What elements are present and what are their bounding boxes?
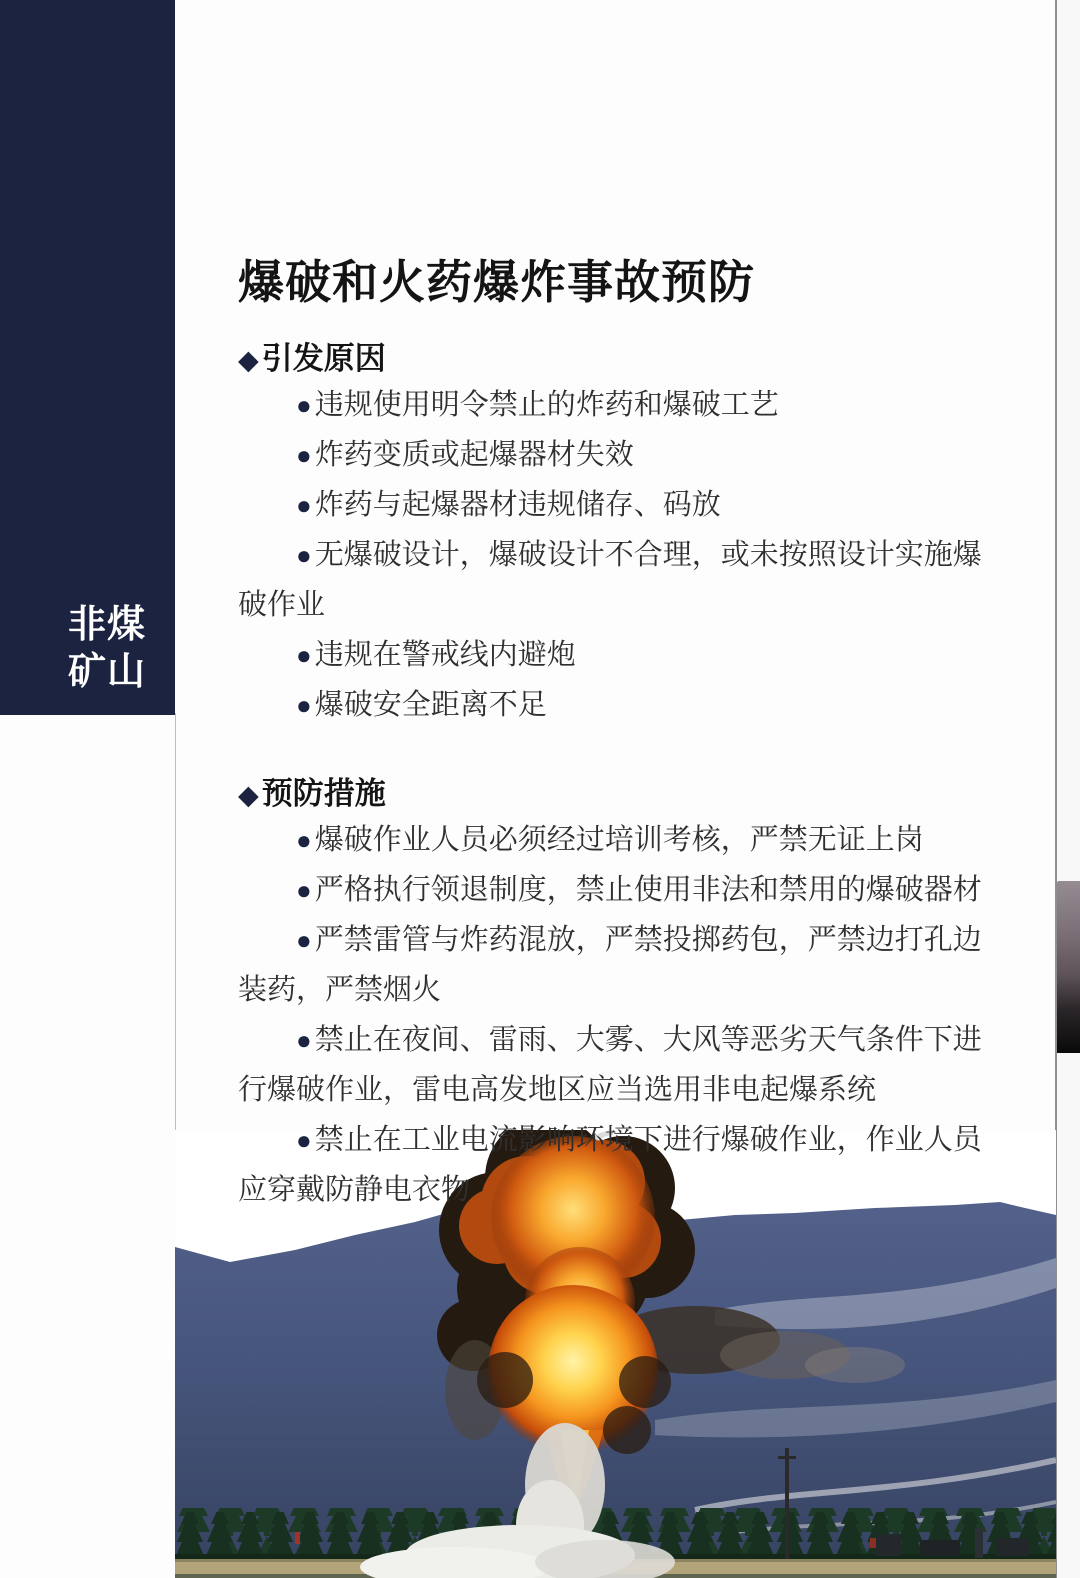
list-item-text: 无爆破设计，爆破设计不合理，或未按照设计实施爆破作业: [238, 539, 982, 621]
circle-bullet-icon: ●: [296, 390, 312, 420]
list-item-text: 爆破安全距离不足: [314, 689, 547, 721]
section-heading-prevention: [238, 774, 1003, 815]
list-item: [238, 430, 1003, 480]
list-item: [238, 380, 1003, 430]
list-item-text: 严禁雷管与炸药混放，严禁投掷药包，严禁边打孔边装药，严禁烟火: [238, 924, 982, 1006]
list-item: [238, 680, 1003, 730]
circle-bullet-icon: ●: [296, 640, 312, 670]
list-item: [238, 865, 1003, 915]
circle-bullet-icon: ●: [296, 440, 312, 470]
circle-bullet-icon: ●: [296, 1125, 312, 1155]
sidebar-label: [68, 602, 146, 696]
list-item-text: 违规使用明令禁止的炸药和爆破工艺: [314, 389, 779, 421]
list-item: [238, 1015, 1003, 1115]
list-item: [238, 480, 1003, 530]
photo-fragment-right: [1057, 881, 1080, 1053]
list-item-text: 禁止在夜间、雷雨、大雾、大风等恶劣天气条件下进行爆破作业，雷电高发地区应当选用非电起爆系统: [238, 1024, 982, 1106]
section-heading-causes-label: 引发原因: [261, 341, 386, 376]
list-item-text: 禁止在工业电流影响环境下进行爆破作业，作业人员应穿戴防静电衣物: [238, 1124, 982, 1206]
sidebar-label-line2: 矿山: [68, 651, 147, 693]
diamond-bullet-icon: ◆: [238, 345, 259, 375]
list-item-text: 炸药变质或起爆器材失效: [314, 439, 634, 471]
section-heading-prevention-label: 预防措施: [261, 776, 386, 811]
diamond-bullet-icon: ◆: [238, 780, 259, 810]
circle-bullet-icon: ●: [296, 875, 312, 905]
sidebar-banner: [0, 0, 175, 715]
list-item-text: 爆破作业人员必须经过培训考核，严禁无证上岗: [314, 824, 924, 856]
sidebar-label-line1: 非煤: [68, 604, 147, 646]
circle-bullet-icon: ●: [296, 540, 312, 570]
list-item: [238, 630, 1003, 680]
list-item: [238, 530, 1003, 630]
circle-bullet-icon: ●: [296, 1025, 312, 1055]
page-title: 爆破和火药爆炸事故预防: [238, 256, 755, 308]
circle-bullet-icon: ●: [296, 690, 312, 720]
circle-bullet-icon: ●: [296, 490, 312, 520]
list-item-text: 炸药与起爆器材违规储存、码放: [314, 489, 721, 521]
list-item: [238, 915, 1003, 1015]
list-item: [238, 815, 1003, 865]
circle-bullet-icon: ●: [296, 825, 312, 855]
list-item-text: 违规在警戒线内避炮: [314, 639, 576, 671]
content-area: [238, 0, 1003, 1215]
right-margin-strip: [1057, 0, 1080, 1578]
list-item: [238, 1115, 1003, 1215]
section-heading-causes: [238, 339, 1003, 380]
circle-bullet-icon: ●: [296, 925, 312, 955]
list-item-text: 严格执行领退制度，禁止使用非法和禁用的爆破器材: [314, 874, 982, 906]
